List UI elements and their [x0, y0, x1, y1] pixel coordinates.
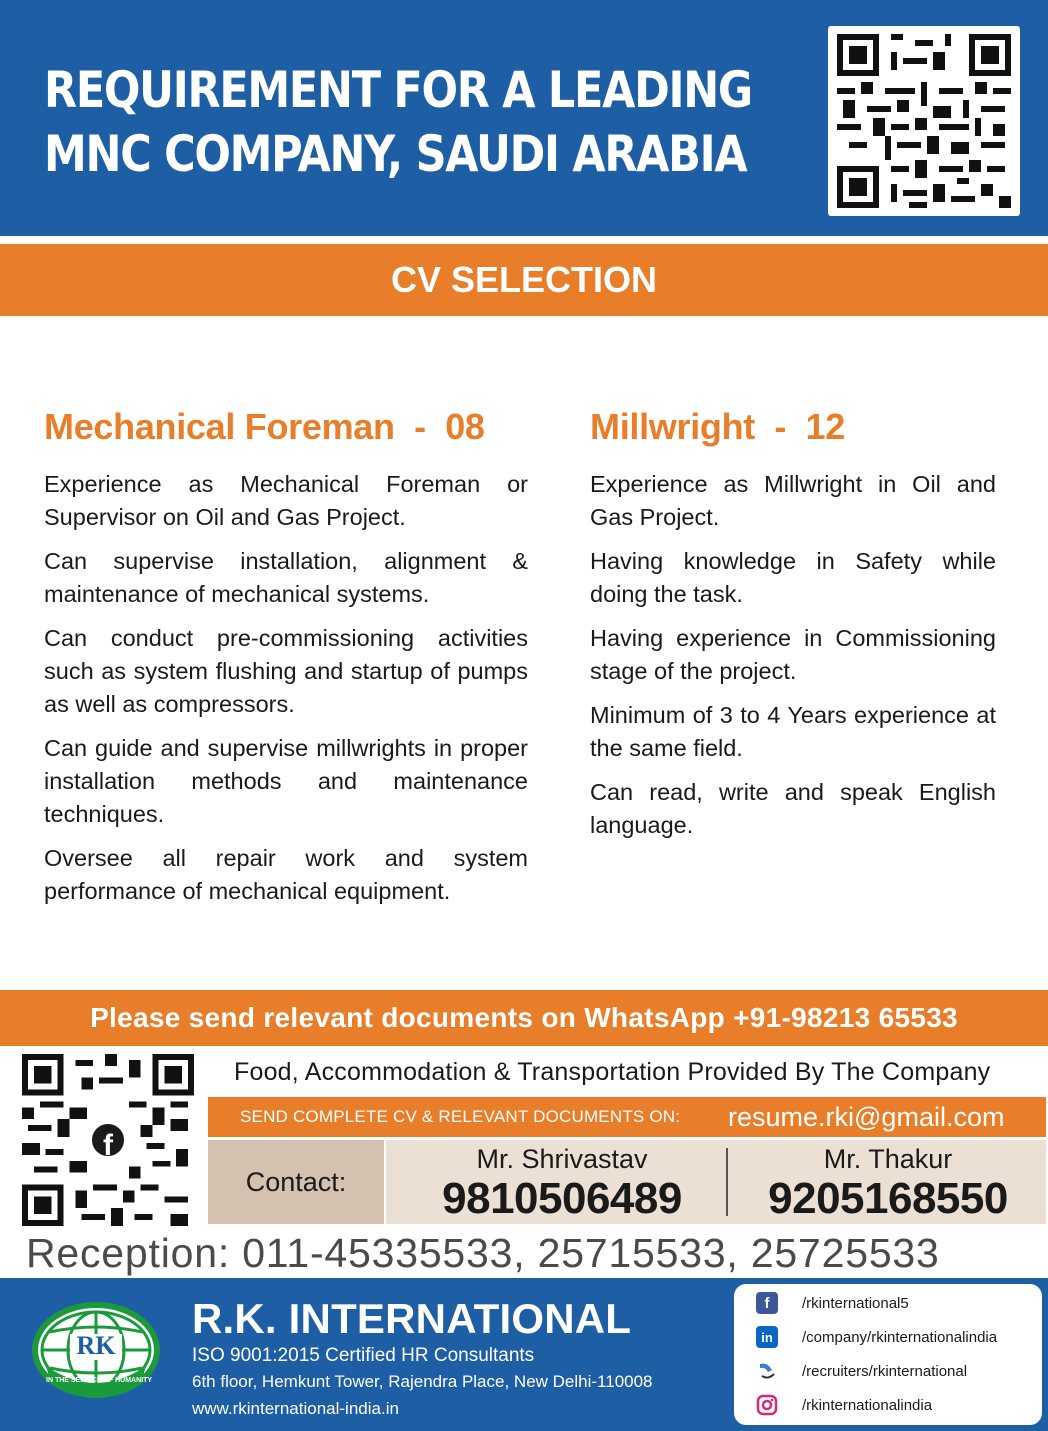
title-line-1: REQUIREMENT FOR A LEADING — [44, 61, 752, 119]
qr-code-top[interactable] — [828, 26, 1020, 216]
list-item: Experience as Mechanical Foreman or Supervisor on Oil and Gas Project. — [44, 471, 528, 530]
contact-person — [728, 1140, 1048, 1222]
instagram-icon — [756, 1394, 778, 1416]
list-item: Having knowledge in Safety while doing the task. — [590, 548, 996, 607]
list-item: Can read, write and speak English language. — [590, 779, 996, 838]
social-link-text: /company/rkinternationalindia — [802, 1328, 998, 1346]
contact-people — [386, 1140, 1046, 1224]
send-cv-label: SEND COMPLETE CV & RELEVANT DOCUMENTS ON: — [240, 1107, 681, 1126]
facebook-icon: f — [756, 1292, 778, 1314]
list-item: Can supervise installation, alignment & maintenance of mechanical systems. — [44, 548, 528, 607]
email-link[interactable]: resume.rki@gmail.com — [728, 1102, 1005, 1132]
whatsapp-band[interactable]: Please send relevant documents on WhatsApp +91-98213 65533 — [0, 990, 1048, 1046]
contact-phone[interactable]: 9205168550 — [768, 1174, 1008, 1223]
title-line-2: MNC COMPANY, SAUDI ARABIA — [44, 125, 747, 183]
social-links — [734, 1284, 1042, 1425]
social-item-naukri[interactable] — [756, 1358, 967, 1384]
job-title: Mechanical Foreman - 08 — [44, 406, 485, 447]
job-millwright — [590, 404, 996, 853]
logo-text: RK — [76, 1331, 116, 1360]
iso-certification: ISO 9001:2015 Certified HR Consultants — [192, 1345, 535, 1366]
job-mechanical-foreman — [44, 404, 528, 919]
job-requirements-list — [590, 468, 996, 842]
contact-label: Contact: — [208, 1140, 384, 1224]
list-item: Oversee all repair work and system performance of mechanical equipment. — [44, 845, 528, 904]
social-item-instagram[interactable] — [756, 1392, 932, 1418]
cv-selection-band: CV SELECTION — [0, 244, 1048, 316]
social-item-facebook[interactable] — [756, 1290, 909, 1316]
reception-phones[interactable]: Reception: 011-45335533, 25715533, 25725533 — [26, 1230, 940, 1276]
social-link-text: /rkinternational5 — [802, 1294, 909, 1312]
contact-name: Mr. Shrivastav — [476, 1144, 648, 1174]
benefits-text: Food, Accommodation & Transportation Provided By The Company — [234, 1058, 991, 1086]
linkedin-icon: in — [756, 1326, 778, 1348]
company-logo — [30, 1300, 162, 1400]
social-link-text: /rkinternationalindia — [802, 1396, 933, 1414]
contact-phone[interactable]: 9810506489 — [442, 1174, 682, 1223]
website-link[interactable]: www.rkinternational-india.in — [192, 1399, 399, 1418]
list-item: Minimum of 3 to 4 Years experience at the same field. — [590, 702, 996, 761]
list-item: Can guide and supervise millwrights in proper installation methods and maintenance techniques. — [44, 735, 528, 827]
page-title — [44, 58, 752, 186]
naukri-icon — [756, 1360, 778, 1382]
list-item: Experience as Millwright in Oil and Gas Project. — [590, 471, 996, 530]
company-address: 6th floor, Hemkunt Tower, Rajendra Place, New Delhi-110008 — [192, 1372, 653, 1391]
job-requirements-list — [44, 468, 528, 908]
qr-code-icon — [836, 34, 1012, 208]
social-link-text: /recruiters/rkinternational — [802, 1362, 968, 1380]
list-item: Can conduct pre-commissioning activities such as system flushing and startup of pumps as well as compressors. — [44, 625, 528, 717]
job-title: Millwright - 12 — [590, 406, 845, 447]
contact-person — [402, 1140, 722, 1222]
logo-tagline: IN THE SERVICE OF HUMANITY — [46, 1377, 153, 1384]
footer — [0, 1278, 1048, 1431]
header-banner — [0, 0, 1048, 236]
list-item: Having experience in Commissioning stage of the project. — [590, 625, 996, 684]
social-item-linkedin[interactable] — [756, 1324, 997, 1350]
send-cv-bar — [208, 1097, 1046, 1137]
contact-name: Mr. Thakur — [823, 1144, 953, 1174]
company-name: R.K. INTERNATIONAL — [192, 1295, 632, 1342]
facebook-icon: f — [88, 1120, 128, 1160]
